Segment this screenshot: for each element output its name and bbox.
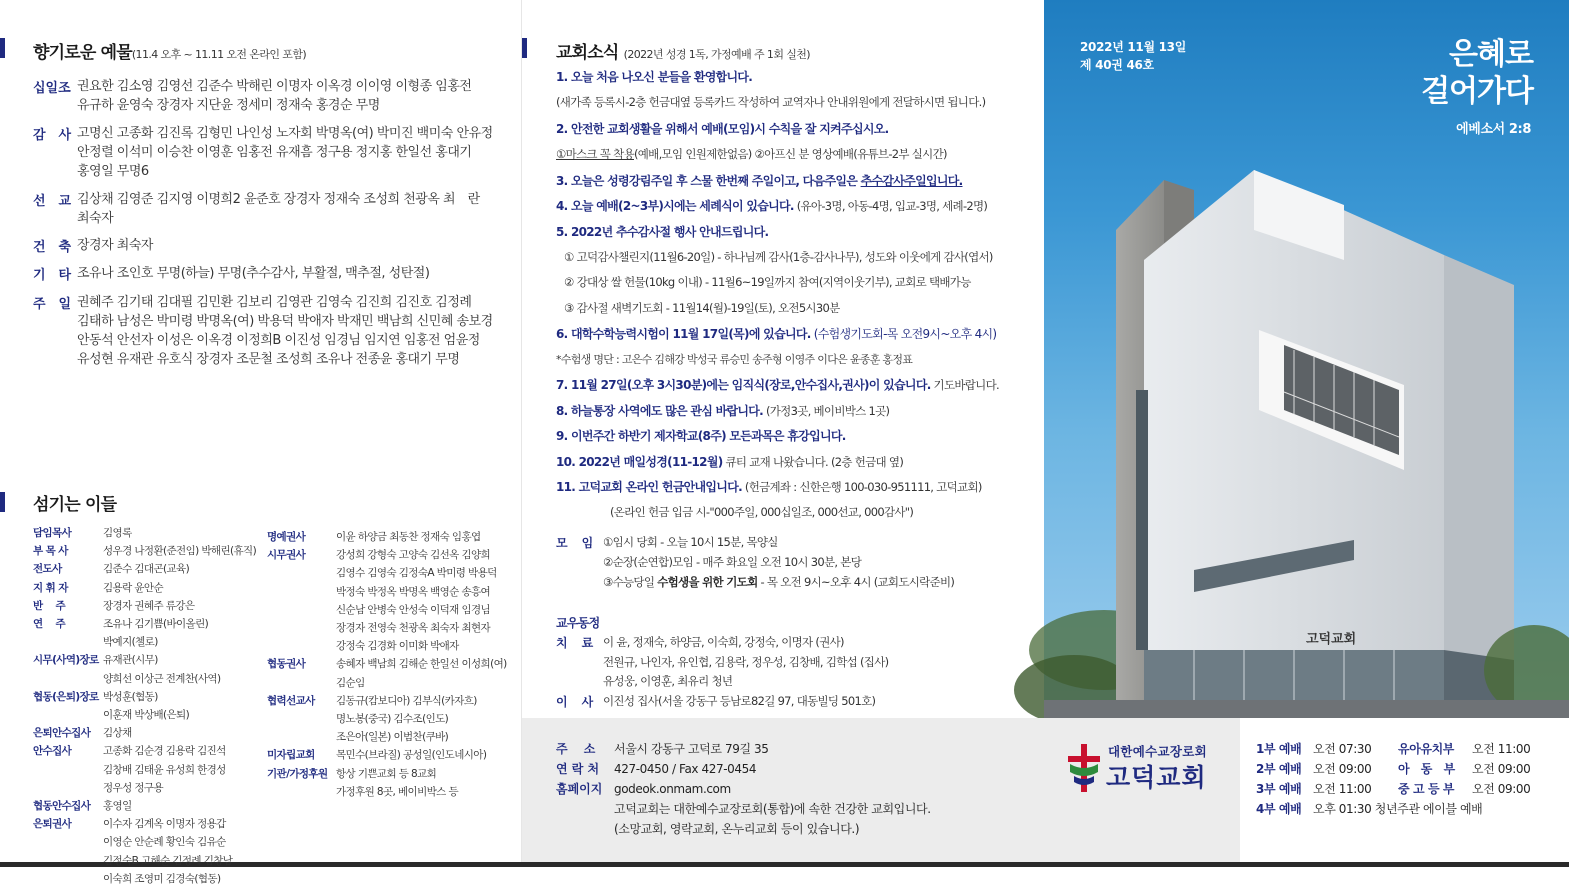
staff-row (33, 542, 265, 560)
dept-row-2 (1398, 759, 1530, 779)
news-item-6-text: 6. 대학수학능력시험이 11월 17일(목)에 있습니다. (556, 327, 811, 341)
staff-title: 섬기는 이들 (33, 495, 117, 515)
dept-time: 오전 11:00 (1472, 742, 1531, 756)
offering-line: 최숙자 (77, 211, 114, 226)
news-subtitle: (2022년 성경 1독, 가정예배 주 1회 실천) (623, 48, 810, 61)
staff-names: 항상 기쁜교회 등 8교회 (336, 767, 437, 780)
staff-row (33, 742, 265, 760)
staff-names: 양희선 이상근 전계찬(사역) (103, 672, 221, 685)
staff-row (33, 670, 265, 688)
offering-label: 감 사 (33, 128, 72, 143)
staff-role (267, 674, 336, 692)
staff-role: 시무(사역)장로 (33, 654, 99, 667)
building-sign: 고덕교회 (1306, 632, 1357, 647)
staff-row (33, 615, 265, 633)
cover-verse: 에베소서 2:8 (1456, 122, 1531, 137)
staff-column-left (33, 524, 265, 888)
staff-names: 조유나 김기쁨(바이올린) (103, 618, 209, 631)
section-marker (0, 492, 5, 512)
news-item-4-detail: (유아-3명, 아동-4명, 입교-3명, 세례-2명) (793, 199, 988, 213)
news-item-11-detail: (헌금계좌 : 신한은행 100-030-951111, 고덕교회) (741, 480, 982, 494)
section-marker (522, 38, 527, 58)
cover-title-line-2: 걸어가다 (1421, 74, 1533, 109)
news-item-11-note: (온라인 헌금 입금 시-"000주일, 000십일조, 000선교, 000감사") (610, 505, 914, 519)
address-label: 주 소 (556, 742, 596, 756)
offering-row-thanks (33, 124, 513, 181)
bulletin-date-text: 2022년 11월 13일 (1080, 40, 1187, 54)
staff-names: 김상채 (103, 727, 132, 740)
offering-subtitle: (11.4 오후 ~ 11.11 오전 온라인 포함) (131, 48, 307, 61)
move-line-1: 이진성 집사(서울 강동구 등남로82길 97, 대동빌딩 501호) (603, 694, 876, 708)
phone-value: 427-0450 / Fax 427-0454 (614, 762, 757, 776)
heal-line-3: 유성웅, 이영훈, 최유리 청년 (603, 674, 733, 688)
news-item-5-1: ① 고덕감사챌린지(11월6-20일) - 하나님께 감사(1층-감사나무), 성도와 이웃에게 감사(엽서) (564, 250, 993, 264)
offering-line: 권혜주 김기태 김대필 김민환 김보리 김영관 김영숙 김진희 김진호 김정례 (77, 295, 472, 310)
staff-role: 반 주 (33, 599, 66, 612)
staff-role: 기관/가정후원 (267, 767, 328, 780)
staff-role (267, 637, 336, 655)
staff-names: 고종화 김순경 김용락 김진석 (103, 745, 226, 758)
staff-names: 가정후원 8곳, 베이비박스 등 (336, 785, 459, 798)
offering-line: 김상채 김영준 김지영 이명희2 윤준호 장경자 정재숙 조성희 천광옥 최 란 (77, 192, 480, 207)
staff-names: 박성훈(협동) (103, 690, 158, 703)
staff-names: 김영수 김영숙 김정숙A 박미령 박용덕 (336, 567, 497, 580)
service-row-4 (1256, 799, 1482, 819)
offering-names (77, 264, 429, 283)
news-item-5-2: ② 강대상 쌀 헌물(10kg 이내) - 11월6~19일까지 참여(지역이웃기부), 교회로 택배가능 (564, 275, 971, 289)
staff-row (267, 728, 517, 746)
meeting-item-3-c: - 목 오전 9시~오후 4시 (교회도시락준비) (757, 575, 955, 589)
meeting-item-3-b: 수험생을 위한 기도회 (657, 575, 758, 589)
website-link[interactable]: godeok.onmam.com (614, 782, 731, 796)
staff-row (33, 779, 265, 797)
staff-role: 협동권사 (267, 658, 306, 671)
staff-names: 김용락 윤안순 (103, 581, 163, 594)
staff-row (267, 783, 517, 801)
staff-names: 목민수(브라질) 공성일(인도네시아) (336, 749, 487, 762)
mask-notice: ①마스크 꼭 착용 (556, 147, 634, 161)
news-item-1: 1. 오늘 처음 나오신 분들을 환영합니다. (556, 70, 753, 84)
offering-row-tithe (33, 77, 513, 115)
news-item-7-detail: 기도바랍니다. (930, 378, 999, 392)
staff-row (33, 633, 265, 651)
staff-row (33, 724, 265, 742)
staff-row (267, 583, 517, 601)
church-logo (1066, 742, 1226, 794)
offering-label: 건 축 (33, 240, 72, 255)
staff-role (267, 583, 336, 601)
service-time: 오전 09:00 (1313, 762, 1372, 776)
offering-title-text: 향기로운 예물 (33, 43, 132, 63)
dept-time: 오전 09:00 (1472, 762, 1531, 776)
news-item-8-text: 8. 하늘통장 사역에도 많은 관심 바랍니다. (556, 404, 764, 418)
offering-line: 유성현 유재관 유호식 장경자 조문철 조성희 조유나 전종윤 홍대기 무명 (77, 352, 460, 367)
staff-names: 장경자 권혜주 류강은 (103, 599, 195, 612)
staff-names: 이수자 김계옥 이명자 정용갑 (103, 818, 226, 831)
service-row-1 (1256, 739, 1371, 759)
service-time: 오전 07:30 (1313, 742, 1372, 756)
staff-names: 박예지(첼로) (103, 636, 158, 649)
website-label: 홈페이지 (556, 782, 603, 796)
service-row-2 (1256, 759, 1371, 779)
news-item-6-names: *수험생 명단 : 고은수 김해강 박성국 류승민 송주형 이영주 이다은 윤종훈 홍정표 (556, 353, 913, 366)
staff-names: 김순임 (336, 676, 365, 689)
staff-row (267, 710, 517, 728)
address-row (556, 739, 769, 759)
staff-role: 안수집사 (33, 745, 72, 758)
staff-role (267, 619, 336, 637)
staff-role: 협동안수집사 (33, 800, 91, 813)
staff-role (33, 779, 103, 797)
section-marker (0, 38, 5, 58)
staff-role: 은퇴권사 (33, 818, 72, 831)
staff-row (33, 797, 265, 815)
staff-role (267, 601, 336, 619)
staff-names: 김동규(캄보디아) 김부식(카자흐) (336, 694, 477, 707)
offering-line: 조유나 조인호 무명(하늘) 무명(추수감사, 부활절, 맥추절, 성탄절) (77, 266, 430, 281)
news-item-6 (556, 325, 996, 342)
news-title-text: 교회소식 (556, 43, 619, 63)
news-item-9: 9. 이번주간 하반기 제자학교(8주) 모든과목은 휴강입니다. (556, 429, 846, 443)
staff-role: 명예권사 (267, 531, 306, 543)
address-value: 서울시 강동구 고덕로 79길 35 (614, 742, 769, 756)
news-item-10-detail: 큐티 교재 나왔습니다. (2층 헌금대 옆) (722, 455, 904, 469)
news-item-5: 5. 2022년 추수감사절 행사 안내드립니다. (556, 225, 769, 239)
service-row-3 (1256, 779, 1371, 799)
bulletin-date (1080, 38, 1186, 74)
staff-names: 박정숙 박정옥 박명옥 백영순 송흥여 (336, 585, 491, 598)
offering-line: 안동석 안선자 이성은 이옥경 이정희B 이진성 임경님 임지연 임홍전 엄윤정 (77, 333, 480, 348)
offering-row-mission (33, 190, 513, 228)
staff-row (267, 655, 517, 673)
heal-line-1: 이 윤, 정재숙, 하양금, 이숙희, 강정숙, 이명자 (권사) (603, 635, 844, 649)
news-item-11-text: 11. 고덕교회 온라인 헌금안내입니다. (556, 480, 742, 494)
staff-role (267, 783, 336, 801)
offering-label: 기 타 (33, 268, 72, 283)
staff-row (33, 852, 265, 870)
staff-row (267, 546, 517, 564)
staff-names: 성우경 나정환(준전임) 박해린(휴직) (103, 545, 257, 558)
staff-role: 전도사 (33, 563, 62, 576)
heal-label: 치 료 (556, 636, 593, 650)
church-description: 고덕교회는 대한예수교장로회(통합)에 속한 건강한 교회입니다. (614, 802, 931, 816)
offering-line: 김태하 남성은 박미령 박명옥(여) 박용덕 박애자 박재민 백남희 신민혜 송보경 (77, 314, 493, 329)
news-item-4-text: 4. 오늘 예배(2~3부)시에는 세례식이 있습니다. (556, 199, 794, 213)
staff-names: 신순남 안병숙 안성숙 이덕재 임경님 (336, 603, 491, 616)
dept-label: 아 동 부 (1398, 762, 1455, 776)
news-item-8 (556, 402, 889, 419)
staff-row (33, 524, 265, 542)
offering-row-other (33, 264, 513, 283)
staff-row (267, 746, 517, 764)
meeting-item-3 (603, 574, 954, 590)
dept-row-3 (1398, 779, 1530, 799)
staff-row (267, 564, 517, 582)
staff-names: 정우성 정구용 (103, 781, 163, 794)
service-label: 2부 예배 (1256, 762, 1302, 776)
staff-names: 이훈재 박상배(은퇴) (103, 709, 190, 722)
staff-row (267, 637, 517, 655)
dept-label: 중 고 등 부 (1398, 782, 1455, 796)
news-item-10 (556, 453, 903, 470)
staff-names: 이숙희 조영미 김경숙(협동) (103, 872, 221, 885)
staff-row (33, 706, 265, 724)
service-label: 3부 예배 (1256, 782, 1302, 796)
news-item-3-emph: 추수감사주일입니다. (860, 174, 963, 188)
staff-names: 조은아(일본) 이범찬(쿠바) (336, 731, 449, 744)
news-item-5-3: ③ 감사절 새벽기도회 - 11월14(월)-19일(토), 오전5시30분 (564, 301, 840, 315)
news-item-7 (556, 376, 999, 393)
staff-names: 김창배 김태윤 유성희 한경성 (103, 763, 226, 776)
staff-row (33, 761, 265, 779)
meeting-item-3-a: ③수능당일 (603, 575, 658, 589)
news-item-2-detail (556, 146, 947, 162)
offering-label: 선 교 (33, 194, 72, 209)
offering-label: 주 일 (33, 297, 72, 312)
dept-row-1 (1398, 739, 1530, 759)
staff-role: 시무권사 (267, 549, 306, 562)
staff-row (267, 674, 517, 692)
news-item-4 (556, 197, 987, 214)
news-item-2: 2. 안전한 교회생활을 위해서 예배(모임)시 수칙을 잘 지켜주십시오. (556, 122, 889, 136)
service-time: 오후 01:30 청년주관 에이블 예배 (1313, 802, 1483, 816)
service-label: 1부 예배 (1256, 742, 1302, 756)
bulletin-volume: 제 40권 46호 (1080, 58, 1154, 72)
meeting-item-1: ①임시 당회 - 오늘 10시 15분, 목양실 (603, 535, 778, 549)
staff-column-right (267, 528, 517, 801)
staff-role: 미자립교회 (267, 749, 315, 762)
staff-row (33, 870, 265, 888)
news-item-10-text: 10. 2022년 매일성경(11-12월) (556, 455, 723, 469)
offering-names (77, 293, 493, 369)
cover-title (1421, 36, 1533, 110)
website-row (556, 779, 731, 799)
offering-names (77, 236, 153, 255)
staff-names: 이윤 하양금 최동찬 정재숙 임홍엽 (336, 531, 481, 543)
staff-names: 송혜자 백남희 김해순 한일선 이성희(여) (336, 658, 507, 671)
staff-names: 장경자 전영숙 천광옥 최숙자 최현자 (336, 622, 491, 635)
staff-role: 협력선교사 (267, 694, 315, 707)
staff-names: 이영순 안순례 황인숙 김유순 (103, 836, 226, 849)
staff-row (33, 833, 265, 851)
offering-names (77, 77, 471, 115)
church-description-note: (소망교회, 영락교회, 온누리교회 등이 있습니다.) (614, 822, 860, 836)
staff-names: 유재관(시무) (103, 654, 158, 667)
news-item-1-detail: (새가족 등록시-2층 헌금대옆 등록카드 작성하여 교역자나 안내위원에게 전달하시면 됩니다.) (556, 95, 986, 109)
staff-row (267, 601, 517, 619)
offering-names (77, 190, 480, 228)
member-news-title: 교우동정 (556, 616, 600, 630)
logo-church-name: 고덕교회 (1106, 763, 1207, 792)
offering-title (33, 38, 306, 63)
staff-role: 은퇴안수집사 (33, 727, 91, 740)
service-label: 4부 예배 (1256, 802, 1302, 816)
staff-row (33, 597, 265, 615)
staff-role (267, 564, 336, 582)
service-time: 오전 11:00 (1313, 782, 1372, 796)
staff-row (33, 651, 265, 669)
heal-line-2: 전원규, 나인자, 유인협, 김용락, 정우성, 김창배, 김학섭 (집사) (603, 655, 889, 669)
cover-title-line-1: 은혜로 (1449, 37, 1533, 72)
offering-label: 십일조 (33, 81, 71, 96)
phone-row (556, 759, 756, 779)
offering-names (77, 124, 493, 181)
news-item-7-text: 7. 11월 27일(오후 3시30분)에는 임직식(장로,안수집사,권사)이 있습니다. (556, 378, 931, 392)
logo-denomination: 대한예수교장로회 (1108, 744, 1208, 759)
staff-names: 강성희 강형숙 고양숙 김선옥 김양희 (336, 549, 491, 562)
meeting-label: 모 임 (556, 536, 593, 550)
staff-role (33, 870, 103, 888)
staff-role: 부 목 사 (33, 545, 68, 558)
staff-role (267, 728, 336, 746)
news-item-11 (556, 478, 982, 495)
mask-notice-rest: (예배,모임 인원제한없음) ②아프신 분 영상예배(유튜브-2부 실시간) (633, 147, 947, 161)
staff-row (267, 692, 517, 710)
offering-row-building (33, 236, 513, 255)
staff-role: 협동(은퇴)장로 (33, 690, 99, 703)
staff-role (33, 633, 103, 651)
staff-names: 김영록 (103, 527, 132, 539)
staff-role: 담임목사 (33, 527, 72, 539)
news-title (556, 38, 810, 63)
staff-row (33, 560, 265, 578)
staff-names: 명노봉(중국) 김수조(인도) (336, 713, 449, 726)
staff-row (33, 815, 265, 833)
staff-row (267, 765, 517, 783)
news-item-3-text: 3. 오늘은 성령강림주일 후 스물 한번째 주일이고, 다음주일은 (556, 174, 861, 188)
news-item-3 (556, 172, 963, 189)
staff-row (33, 688, 265, 706)
staff-names: 강정숙 김경화 이미화 박애자 (336, 640, 459, 653)
offering-line: 권요한 김소영 김영선 김준수 박해린 이명자 이옥경 이이영 이형종 임홍전 (77, 79, 472, 94)
staff-role: 연 주 (33, 618, 66, 631)
staff-role (33, 833, 103, 851)
offering-row-sunday (33, 293, 513, 369)
staff-role (33, 706, 103, 724)
staff-row (267, 619, 517, 637)
offering-line: 안정렬 이석미 이승찬 이영훈 임홍전 유재흠 정구용 정지홍 한일선 홍대기 (77, 145, 472, 160)
news-item-6-detail: (수험생기도회-목 오전9시~오후 4시) (810, 327, 997, 341)
news-item-8-detail: (가정3곳, 베이비박스 1곳) (763, 404, 890, 418)
dept-time: 오전 09:00 (1472, 782, 1531, 796)
move-label: 이 사 (556, 695, 593, 709)
staff-row (267, 528, 517, 546)
church-logo-icon (1066, 742, 1102, 794)
staff-role: 지 휘 자 (33, 581, 68, 594)
offering-line: 홍영일 무명6 (77, 164, 149, 179)
staff-role (33, 670, 103, 688)
staff-names: 김준수 김대곤(교육) (103, 563, 190, 576)
staff-role (33, 761, 103, 779)
staff-names: 홍영일 (103, 800, 132, 813)
offering-line: 고명신 고종화 김진록 김형민 나인성 노자회 박명옥(여) 박미진 백미숙 안유정 (77, 126, 493, 141)
staff-row (33, 579, 265, 597)
offering-line: 유규하 윤영숙 장경자 지단윤 정세미 정재숙 홍경순 무명 (77, 98, 380, 113)
meeting-item-2: ②순장(순연합)모임 - 매주 화요일 오전 10시 30분, 본당 (603, 555, 862, 569)
staff-role (267, 710, 336, 728)
offering-line: 장경자 최숙자 (77, 238, 153, 253)
dept-label: 유아유치부 (1398, 742, 1454, 756)
phone-label: 연 락 처 (556, 762, 600, 776)
staff-role (33, 852, 103, 870)
staff-names: 김정숙B 고해순 김정례 김창남 (103, 854, 233, 867)
